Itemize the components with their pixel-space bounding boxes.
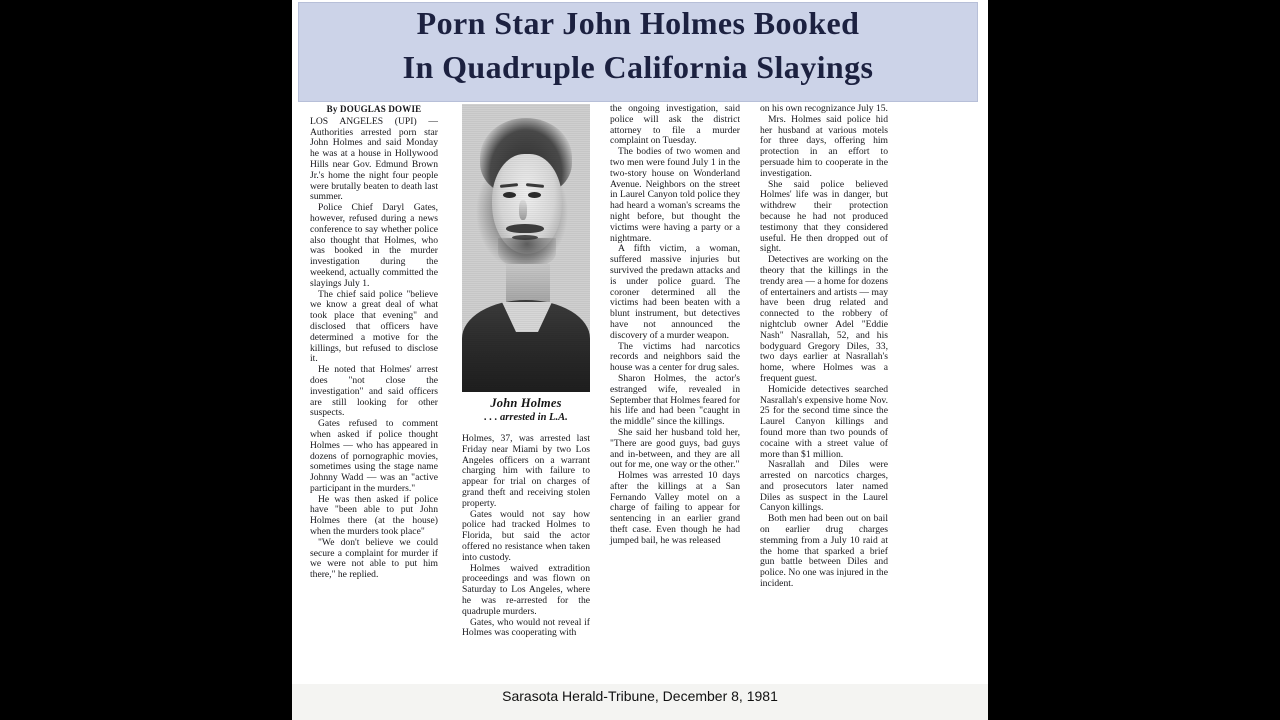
paragraph: He was then asked if police have "been able to put John Holmes there (at the house) when the murders took place" — [310, 493, 438, 538]
headline-line-2: In Quadruple California Slayings — [402, 49, 874, 85]
paragraph: the ongoing investigation, said police will ask the district attorney to file a murder complaint on Tuesday. — [610, 103, 740, 147]
article-column-3 — [610, 104, 740, 547]
photo-caption-subtitle: . . . arrested in L.A. — [484, 412, 568, 423]
paragraph: "We don't believe we could secure a complaint for murder if we were not able to put him there," he replied. — [310, 536, 438, 581]
photo-block — [462, 104, 590, 423]
article-column-2 — [462, 434, 590, 639]
paragraph: Mrs. Holmes said police hid her husband at various motels for three days, offering him protection in an effort to persuade him to cooperate in the investigation. — [760, 113, 888, 179]
paragraph: on his own recognizance July 15. — [760, 103, 888, 114]
paragraph: Homicide detectives searched Nasrallah's expensive home Nov. 25 for the second time since the Laurel Canyon killings and found more than two pounds of cocaine with a street value of more than $1 million. — [760, 383, 888, 460]
headline-banner — [298, 2, 978, 102]
source-citation: Sarasota Herald-Tribune, December 8, 1981 — [502, 688, 778, 704]
paragraph: Detectives are working on the theory that the killings in the trendy area — a home for dozens of entertainers and artists — may have been drug related and connected to the robbery of nightclub owner Adel "Eddie Nash" Nasrallah, 52, and his bodyguard Gregory Diles, 33, two days earlier at Nasrallah's home, where Holmes was a frequent guest. — [760, 254, 888, 384]
paragraph: The bodies of two women and two men were found July 1 in the two-story house on Wonderland Avenue. Neighbors on the street in Laurel Canyon told police they had heard a woman's screams the night before, but thought the victims were having a party or a nightmare. — [610, 146, 740, 244]
newspaper-clipping — [292, 0, 988, 684]
byline: By DOUGLAS DOWIE — [326, 104, 422, 114]
paragraph: The chief said police "believe we know a great deal of what took place that evening" and disclosed that officers have determined a motive for the killings, but refused to disclose it. — [310, 288, 438, 365]
photo-caption — [462, 396, 590, 423]
paragraph: Gates would not say how police had tracked Holmes to Florida, but said the actor offered no resistance when taken into custody. — [462, 508, 590, 563]
paragraph: Both men had been out on bail on earlier drug charges stemming from a July 10 raid at the home that sparked a brief gun battle between Diles and police. No one was injured in the incident. — [760, 513, 888, 590]
photo-caption-name: John Holmes — [490, 396, 562, 410]
paragraph: Police Chief Daryl Gates, however, refused during a news conference to say whether police also thought that Holmes, who was booked in the murder investigation during the weekend, actually committed the slayings July 1. — [310, 202, 438, 289]
paragraph: The victims had narcotics records and neighbors said the house was a center for drug sales. — [610, 340, 740, 374]
paragraph: Nasrallah and Diles were arrested on narcotics charges, and prosecutors later named Diles as suspect in the Laurel Canyon killings. — [760, 459, 888, 514]
paragraph: Sharon Holmes, the actor's estranged wife, revealed in September that Holmes feared for his life and had been "caught in the middle" since the killings. — [610, 372, 740, 428]
paragraph: She said police believed Holmes' life was in danger, but withdrew their protection because he had not produced testimony that they considered useful. He then dropped out of sight. — [760, 178, 888, 255]
paragraph: Holmes was arrested 10 days after the killings at a San Fernando Valley motel on a charge of failing to appear for sentencing in an earlier grand theft case. Even though he had jumped bail, he was released — [610, 470, 740, 546]
paragraph: Holmes waived extradition proceedings and was flown on Saturday to Los Angeles, where he was re-arrested for the quadruple murders. — [462, 562, 590, 617]
headline-line-1: Porn Star John Holmes Booked — [416, 5, 860, 41]
article-column-4 — [760, 104, 888, 590]
photo-halftone-grain — [462, 104, 590, 392]
paragraph: He noted that Holmes' arrest does "not close the investigation" and said officers are still looking for other suspects. — [310, 364, 438, 419]
paragraph: Holmes, 37, was arrested last Friday near Miami by two Los Angeles officers on a warrant charging him with failure to appear for trial on charges of grand theft and receiving stolen property. — [462, 433, 590, 509]
paragraph: She said her husband told her, "There are good guys, bad guys and in-between, and they are all out for me, one way or the other." — [610, 426, 740, 471]
document-page — [292, 0, 988, 720]
paragraph: Gates, who would not reveal if Holmes was cooperating with — [462, 616, 590, 639]
paragraph: Gates refused to comment when asked if police thought Holmes — who has appeared in dozens of pornographic movies, sometimes using the stage name Johnny Wadd — was an "active participant in the murders." — [310, 418, 438, 494]
paragraph: LOS ANGELES (UPI) — Authorities arrested porn star John Holmes and said Monday he was at a house in Hollywood Hills near Gov. Edmund Brown Jr.'s home the night four people were brutally beaten to death last summer. — [310, 115, 438, 203]
holmes-portrait-photo — [462, 104, 590, 392]
article-column-1 — [310, 104, 438, 581]
paragraph: A fifth victim, a woman, suffered massive injuries but survived the predawn attacks and is under police guard. The coroner determined all the victims had been beaten with a blunt instrument, but detectives have not announced the discovery of a murder weapon. — [610, 243, 740, 341]
article-body — [310, 104, 970, 674]
